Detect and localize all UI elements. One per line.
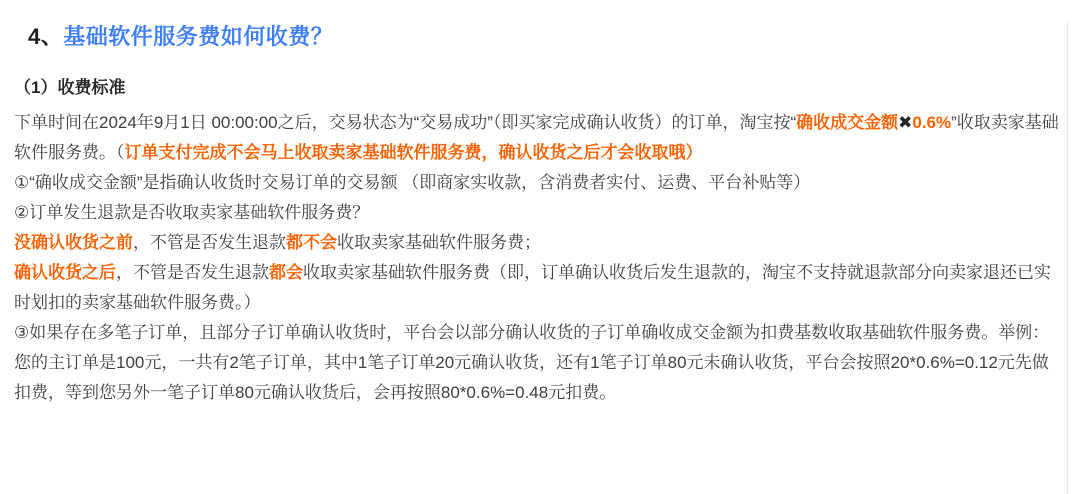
paragraph-fee-rule [14,108,1064,168]
right-edge-divider [1067,22,1068,494]
paragraph-after-receipt [14,258,1064,318]
text-segment: 收取卖家基础软件服务费（即，订单确认收货后发生退款的，淘宝不支持就退款部分向卖家退还已实时划扣的卖家基础软件服务费。） [14,263,1051,312]
text-segment: 下单时间在2024年9月1日 00:00:00之后，交易状态为“交易成功”（即买家完成确认收货）的订单，淘宝按“ [14,113,797,132]
highlight-after-receipt: 确认收货之后 [14,263,116,282]
question-title: 基础软件服务费如何收费？ [63,24,334,49]
highlight-before-receipt: 没确认收货之前 [14,233,133,252]
section-subtitle: （1）收费标准 [14,78,126,97]
text-segment: ③如果存在多笔子订单，且部分子订单确认收货时，平台会以部分确认收货的子订单确收成交金额为扣费基数收取基础软件服务费。举例：您的主订单是100元，一共有2笔子订单，其中1笔子订单20元确认收货，还有1笔子订单80元未确认收货，平台会按照20*0.6%=0.12元先做扣费，等到您另外一笔子订单80元确认收货后，会再按照80*0.6%=0.48元扣费。 [14,323,1050,402]
highlight-rate: 0.6% [912,113,952,132]
help-doc-page [0,22,1080,494]
paragraph-definition [14,168,1064,198]
answer-body [14,108,1064,408]
text-segment: ①“确收成交金额”是指确认收货时交易订单的交易额 （即商家实收款，含消费者实付、运费、平台补贴等） [14,173,811,192]
text-segment: ，不管是否发生退款 [116,263,269,282]
multiply-icon: ✖ [898,113,913,132]
highlight-confirmed-amount: 确收成交金额 [796,113,899,132]
paragraph-before-receipt [14,228,1064,258]
question-number: 4、 [28,24,64,49]
question-heading [28,22,1080,52]
text-segment: ”收取卖家基础软件服务费。（ [14,113,1059,162]
highlight-will: 都会 [269,263,303,282]
text-segment: ，不管是否发生退款 [133,233,286,252]
paragraph-refund-question [14,198,1064,228]
highlight-will-not: 都不会 [286,233,337,252]
text-segment: 收取卖家基础软件服务费； [337,233,541,252]
text-segment: ②订单发生退款是否收取卖家基础软件服务费？ [14,203,370,222]
highlight-charge-timing-note: 订单支付完成不会马上收取卖家基础软件服务费，确认收货之后才会收取哦） [124,143,703,162]
paragraph-multi-suborder-example [14,318,1064,408]
